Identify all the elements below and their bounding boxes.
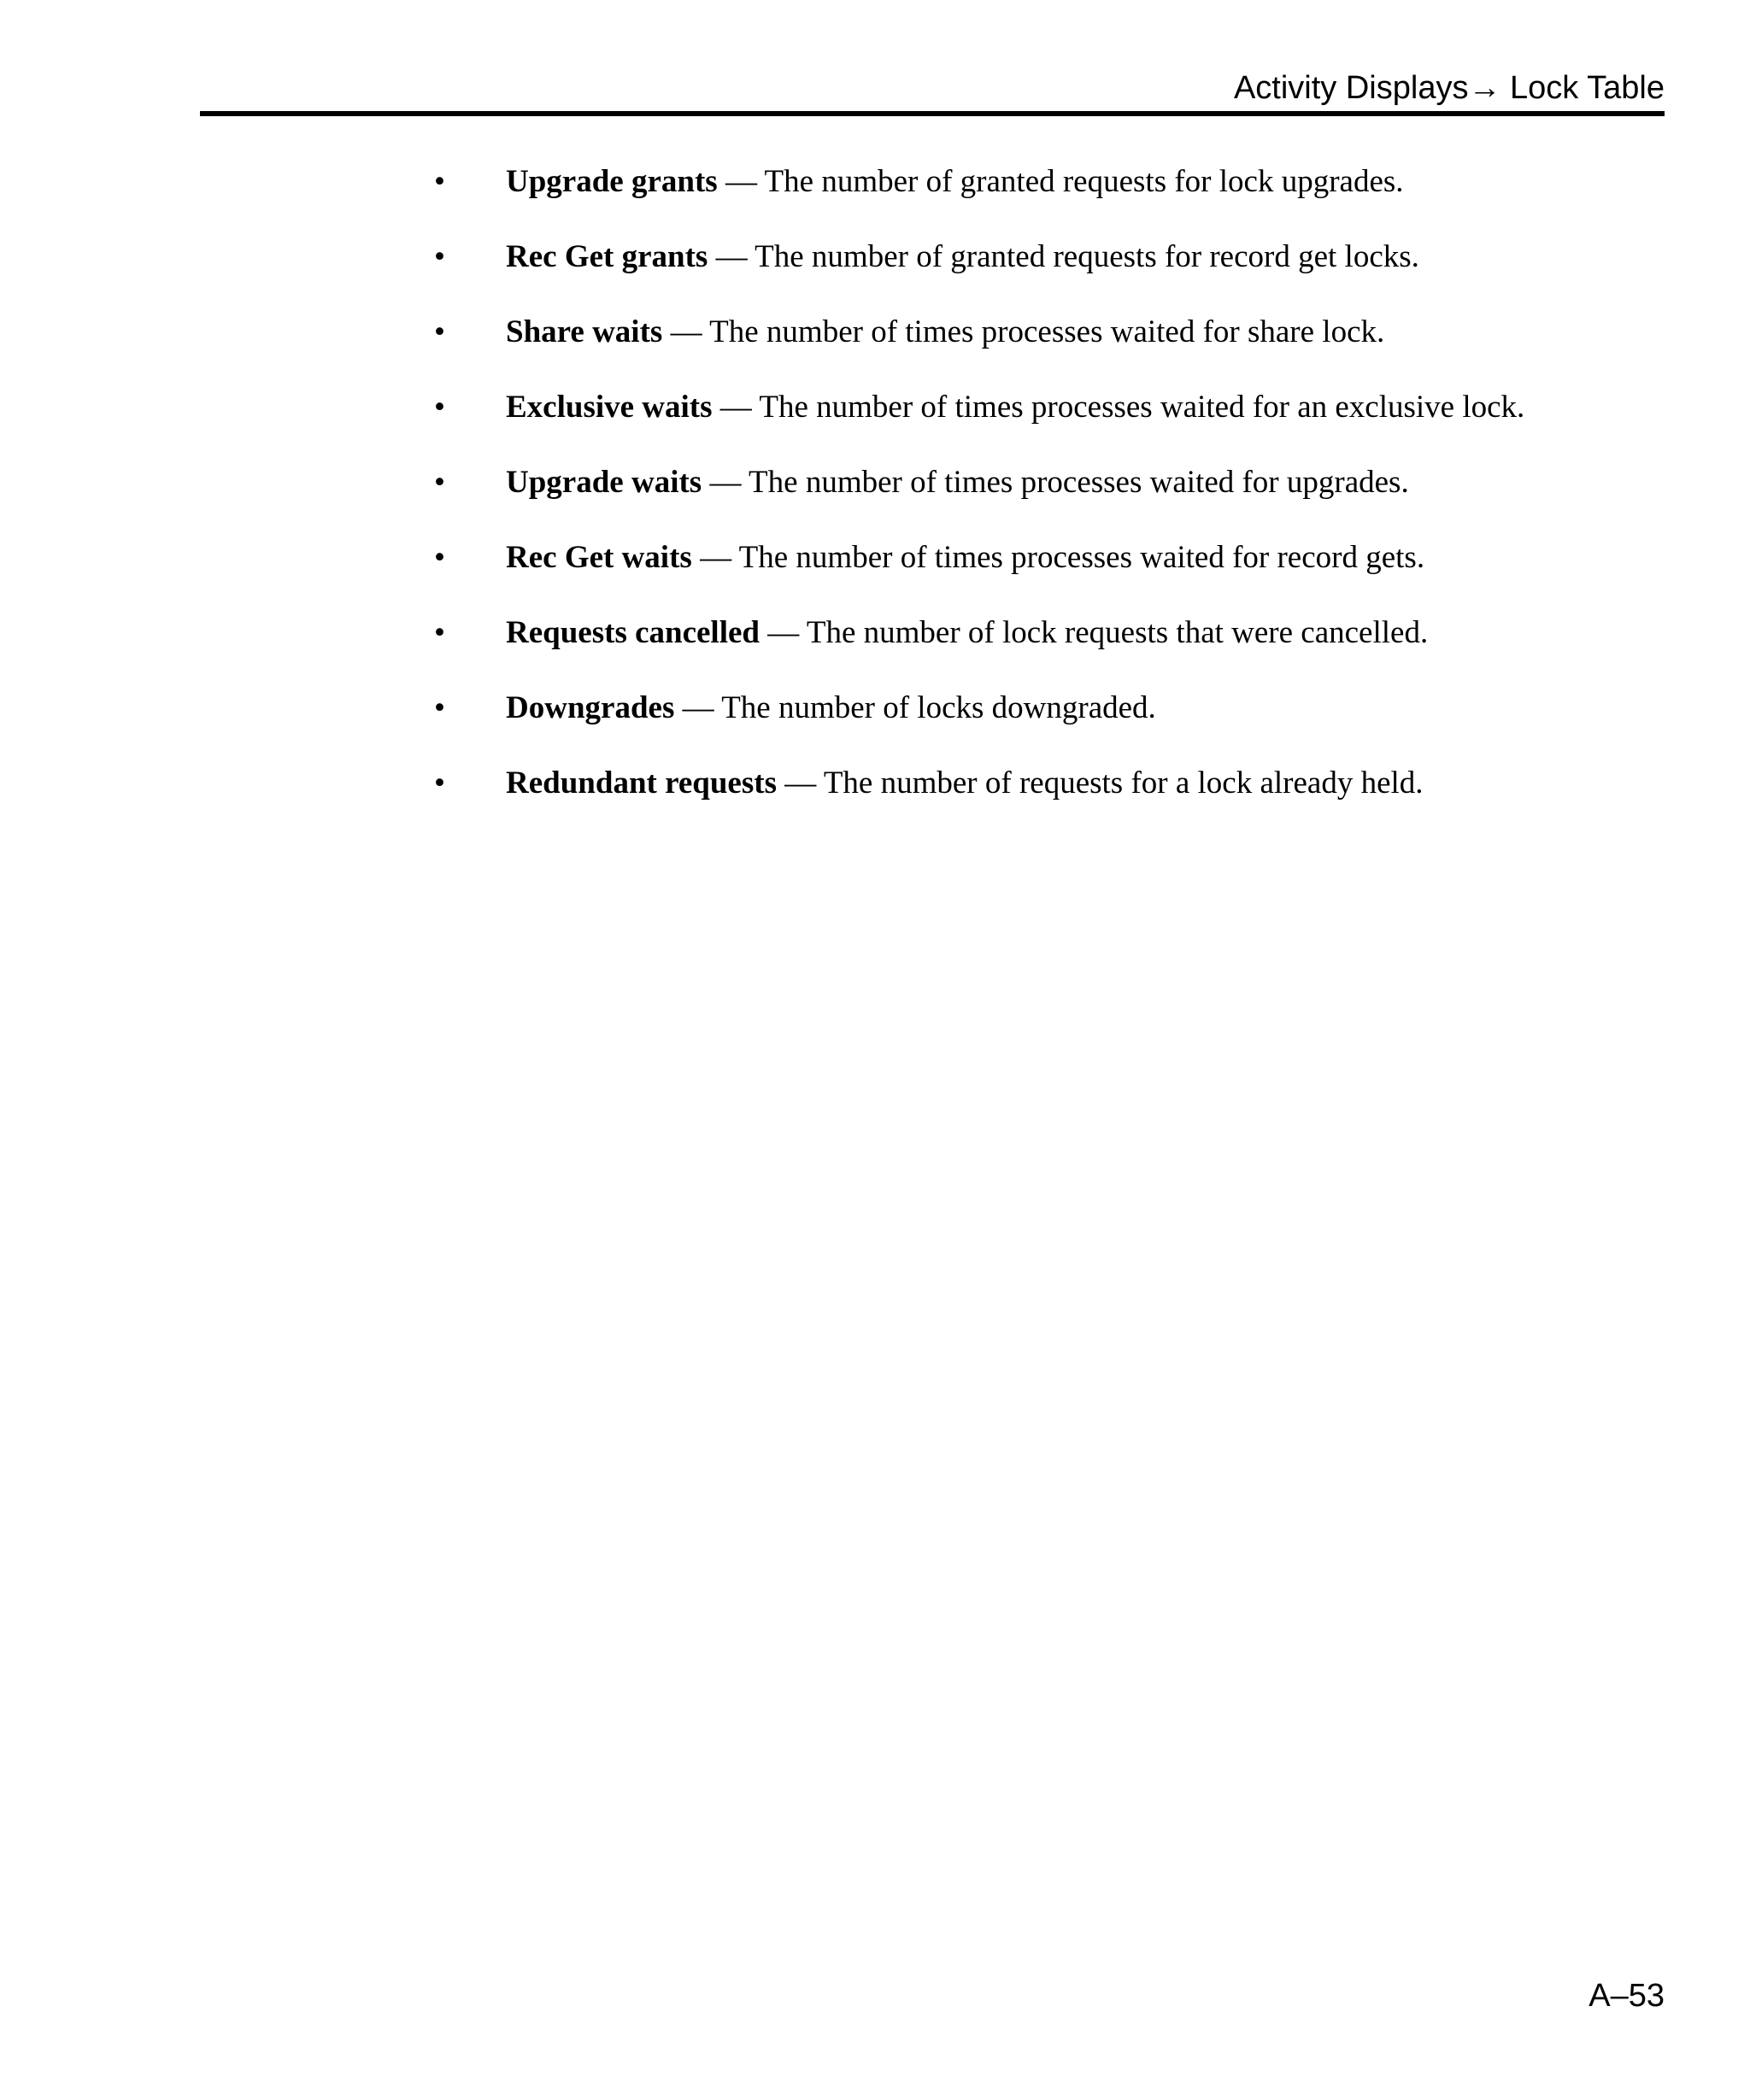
description: The number of times processes waited for share lock. (709, 314, 1385, 349)
description: The number of requests for a lock already held. (823, 766, 1424, 801)
list-item (427, 382, 1624, 457)
term: Share waits (506, 314, 663, 349)
bullet-icon: • (434, 239, 445, 274)
bullet-icon: • (434, 540, 445, 575)
running-header (200, 63, 1665, 116)
separator: — (712, 390, 760, 425)
description: The number of times processes waited for upgrades. (749, 465, 1409, 500)
separator: — (717, 164, 765, 199)
page-number: A–53 (1589, 1978, 1665, 2014)
list-item (427, 232, 1624, 307)
list-item (427, 532, 1624, 607)
term: Downgrades (506, 690, 675, 725)
description: The number of times processes waited for an exclusive lock. (759, 390, 1525, 425)
header-rule (200, 111, 1665, 116)
term: Upgrade grants (506, 164, 718, 199)
description: The number of lock requests that were cancelled. (806, 615, 1429, 650)
separator: — (760, 615, 807, 650)
term: Exclusive waits (506, 390, 713, 425)
term: Upgrade waits (506, 465, 702, 500)
definition-list (427, 156, 1624, 833)
bullet-icon: • (434, 615, 445, 650)
list-item (427, 307, 1624, 382)
term: Rec Get grants (506, 239, 708, 274)
bullet-icon: • (434, 690, 445, 725)
separator: — (708, 239, 755, 274)
separator: — (702, 465, 749, 500)
list-item (427, 758, 1624, 833)
list-item (427, 683, 1624, 758)
separator: — (662, 314, 710, 349)
description: The number of locks downgraded. (721, 690, 1156, 725)
term: Redundant requests (506, 766, 777, 801)
term: Rec Get waits (506, 540, 692, 575)
description: The number of granted requests for record get locks. (755, 239, 1419, 274)
bullet-icon: • (434, 390, 445, 425)
list-item (427, 156, 1624, 232)
description: The number of granted requests for lock upgrades. (764, 164, 1404, 199)
separator: — (674, 690, 722, 725)
bullet-icon: • (434, 465, 445, 500)
list-item (427, 607, 1624, 683)
header-title: Activity Displays→ Lock Table (1233, 70, 1665, 106)
term: Requests cancelled (506, 615, 760, 650)
description: The number of times processes waited for record gets. (738, 540, 1425, 575)
bullet-icon: • (434, 314, 445, 349)
separator: — (776, 766, 824, 801)
separator: — (691, 540, 739, 575)
bullet-icon: • (434, 164, 445, 199)
bullet-icon: • (434, 766, 445, 801)
list-item (427, 457, 1624, 532)
